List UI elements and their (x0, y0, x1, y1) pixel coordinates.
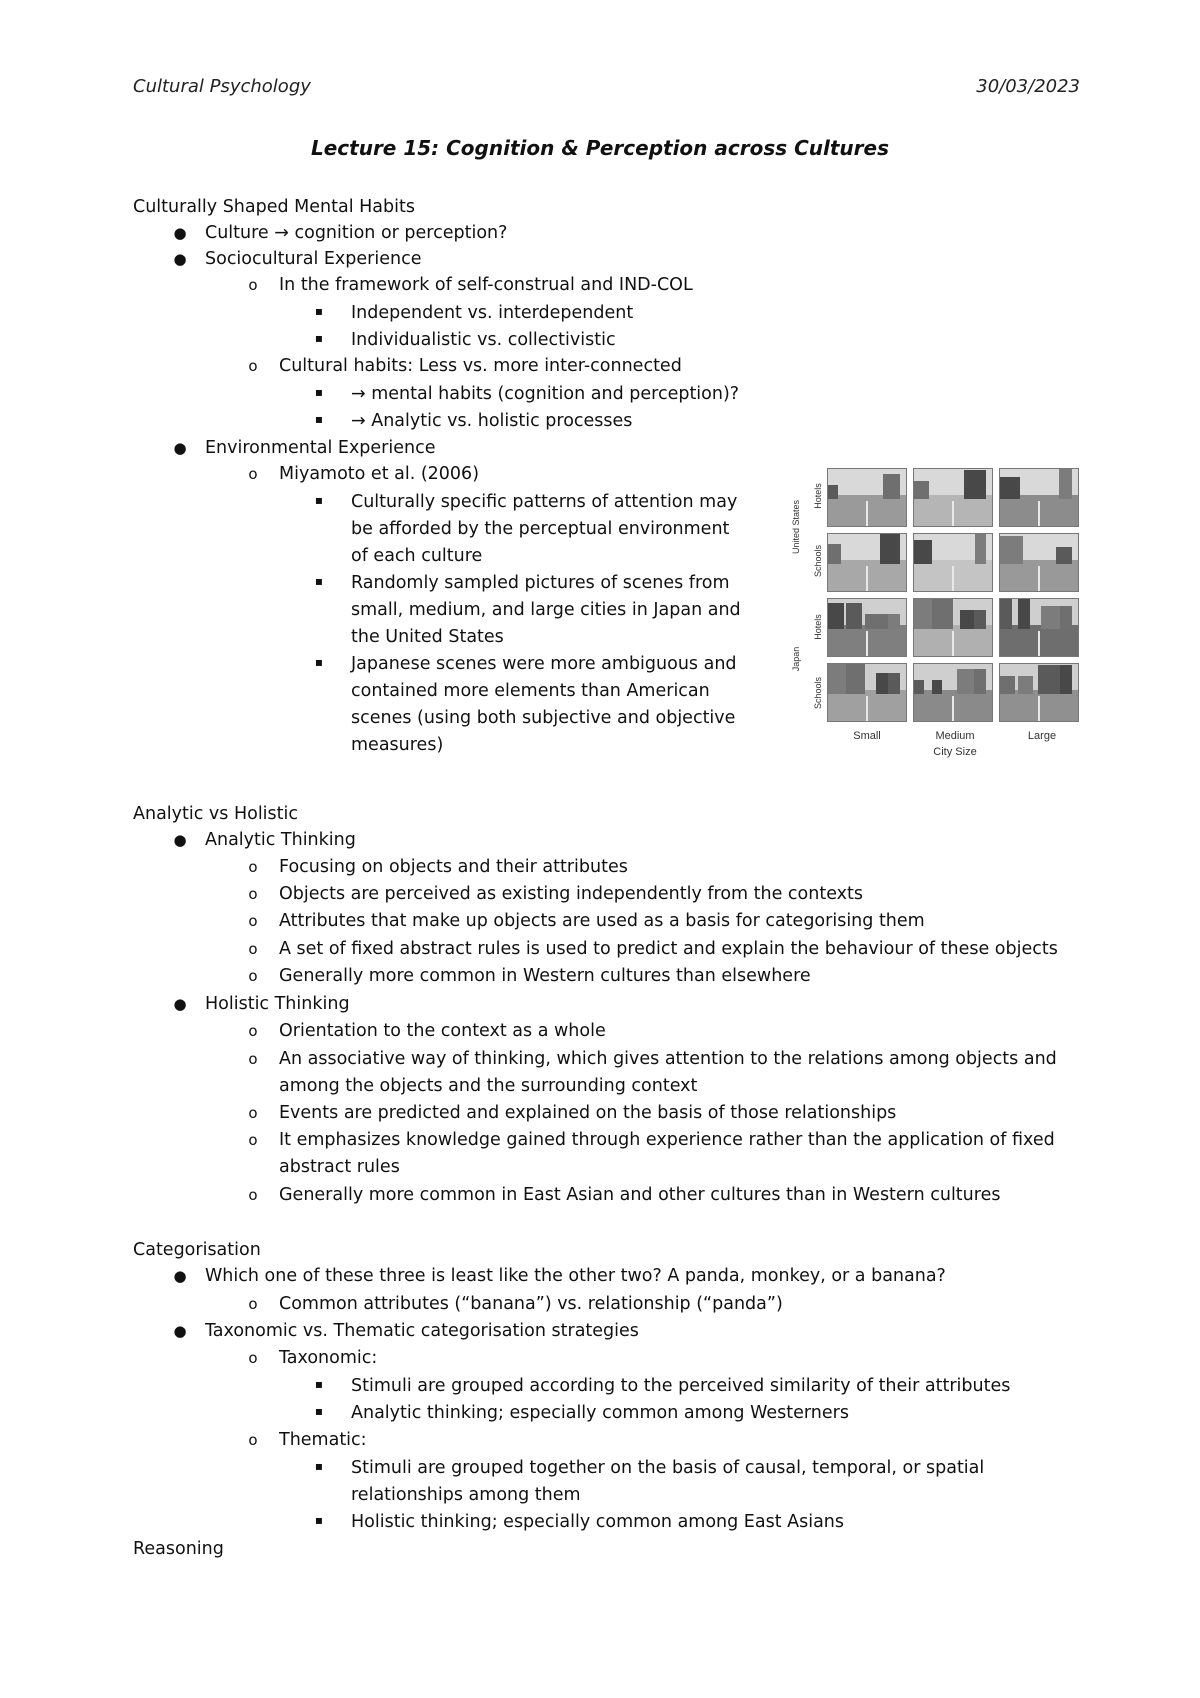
bullet-marker: ● (173, 224, 187, 242)
bullet-marker: ● (173, 1267, 187, 1285)
scene-photo (913, 598, 993, 657)
list-item: Analytic Thinking (205, 830, 356, 850)
list-item: Cultural habits: Less vs. more inter-connected (279, 356, 682, 376)
scene-photo (913, 533, 993, 592)
square-marker: ▪ (314, 655, 324, 669)
list-item-line: among the objects and the surrounding context (279, 1076, 698, 1096)
list-item: Sociocultural Experience (205, 249, 422, 269)
square-marker: ▪ (314, 304, 324, 318)
square-marker: ▪ (314, 331, 324, 345)
circle-marker: o (248, 1104, 258, 1122)
list-item-line: An associative way of thinking, which gives attention to the relations among objects and (279, 1049, 1057, 1069)
scene-photo (999, 663, 1079, 722)
circle-marker: o (248, 1131, 258, 1149)
list-item: Focusing on objects and their attributes (279, 857, 628, 877)
circle-marker: o (248, 357, 258, 375)
list-item: Events are predicted and explained on the basis of those relationships (279, 1103, 897, 1123)
list-item: Thematic: (279, 1430, 367, 1450)
circle-marker: o (248, 940, 258, 958)
square-marker: ▪ (314, 493, 324, 507)
list-item: Generally more common in East Asian and other cultures than in Western cultures (279, 1185, 1001, 1205)
bullet-marker: ● (173, 995, 187, 1013)
square-marker: ▪ (314, 385, 324, 399)
section-heading: Analytic vs Holistic (133, 804, 299, 824)
list-item-line: Randomly sampled pictures of scenes from (351, 573, 730, 593)
square-marker: ▪ (314, 412, 324, 426)
list-item-line: be afforded by the perceptual environment (351, 519, 730, 539)
bullet-marker: ● (173, 1322, 187, 1340)
circle-marker: o (248, 1349, 258, 1367)
list-item: Analytic thinking; especially common among Westerners (351, 1403, 849, 1423)
list-item: Common attributes (“banana”) vs. relationship (“panda”) (279, 1294, 783, 1314)
section-heading: Categorisation (133, 1240, 261, 1260)
list-item: Culture → cognition or perception? (205, 223, 508, 243)
list-item-line: of each culture (351, 546, 483, 566)
square-marker: ▪ (314, 1459, 324, 1473)
scene-photo (827, 598, 907, 657)
bullet-marker: ● (173, 250, 187, 268)
scene-photo (827, 468, 907, 527)
list-item-line: Japanese scenes were more ambiguous and (351, 654, 737, 674)
scene-photo (999, 598, 1079, 657)
circle-marker: o (248, 967, 258, 985)
square-marker: ▪ (314, 1377, 324, 1391)
list-item: Generally more common in Western cultures than elsewhere (279, 966, 811, 986)
scene-photo (913, 468, 993, 527)
list-item-line: contained more elements than American (351, 681, 710, 701)
list-item: Which one of these three is least like the other two? A panda, monkey, or a banana? (205, 1266, 946, 1286)
circle-marker: o (248, 912, 258, 930)
scene-photo-grid (827, 468, 1083, 723)
list-item-line: Culturally specific patterns of attention may (351, 492, 738, 512)
circle-marker: o (248, 1431, 258, 1449)
list-item: In the framework of self-construal and IND-COL (279, 275, 693, 295)
bullet-marker: ● (173, 439, 187, 457)
list-item: Environmental Experience (205, 438, 436, 458)
list-item: Independent vs. interdependent (351, 303, 634, 323)
x-axis-label: City Size (933, 746, 977, 758)
row-label-schools-japan: Schools (813, 676, 823, 710)
list-item: Miyamoto et al. (2006) (279, 464, 480, 484)
section-heading: Culturally Shaped Mental Habits (133, 197, 415, 217)
col-label-large: Large (1027, 730, 1057, 742)
circle-marker: o (248, 885, 258, 903)
page-title: Lecture 15: Cognition & Perception across Cultures (310, 136, 889, 160)
circle-marker: o (248, 1022, 258, 1040)
list-item-line: It emphasizes knowledge gained through experience rather than the application of fixed (279, 1130, 1055, 1150)
list-item-line: abstract rules (279, 1157, 400, 1177)
bullet-marker: ● (173, 831, 187, 849)
scene-photo (827, 533, 907, 592)
list-item-line: measures) (351, 735, 444, 755)
group-label-japan: Japan (791, 646, 801, 672)
circle-marker: o (248, 1050, 258, 1068)
list-item: Individualistic vs. collectivistic (351, 330, 616, 350)
col-label-small: Small (853, 730, 881, 742)
col-label-medium: Medium (935, 730, 975, 742)
list-item-line: small, medium, and large cities in Japan and (351, 600, 741, 620)
scene-photo (999, 533, 1079, 592)
course-name: Cultural Psychology (133, 76, 311, 97)
scene-photo (999, 468, 1079, 527)
list-item: Taxonomic vs. Thematic categorisation strategies (205, 1321, 639, 1341)
list-item: A set of fixed abstract rules is used to predict and explain the behaviour of these objects (279, 939, 1058, 959)
city-scenes-figure (780, 464, 1086, 764)
square-marker: ▪ (314, 1513, 324, 1527)
circle-marker: o (248, 858, 258, 876)
circle-marker: o (248, 1186, 258, 1204)
list-item-line: the United States (351, 627, 504, 647)
group-label-us: United States (791, 499, 801, 555)
circle-marker: o (248, 465, 258, 483)
list-item: → Analytic vs. holistic processes (351, 411, 633, 431)
row-label-hotels-us: Hotels (813, 483, 823, 509)
list-item: Holistic thinking; especially common among East Asians (351, 1512, 845, 1532)
scene-photo (827, 663, 907, 722)
list-item: Stimuli are grouped according to the perceived similarity of their attributes (351, 1376, 1011, 1396)
circle-marker: o (248, 276, 258, 294)
list-item-line: scenes (using both subjective and objective (351, 708, 736, 728)
list-item-line: Stimuli are grouped together on the basis of causal, temporal, or spatial (351, 1458, 985, 1478)
list-item: → mental habits (cognition and perception)? (351, 384, 740, 404)
row-label-hotels-japan: Hotels (813, 614, 823, 640)
circle-marker: o (248, 1295, 258, 1313)
square-marker: ▪ (314, 1404, 324, 1418)
square-marker: ▪ (314, 574, 324, 588)
lecture-date: 30/03/2023 (976, 76, 1080, 97)
list-item: Holistic Thinking (205, 994, 350, 1014)
list-item-line: relationships among them (351, 1485, 581, 1505)
scene-photo (913, 663, 993, 722)
list-item: Objects are perceived as existing independently from the contexts (279, 884, 864, 904)
list-item: Attributes that make up objects are used as a basis for categorising them (279, 911, 925, 931)
list-item: Orientation to the context as a whole (279, 1021, 606, 1041)
list-item: Taxonomic: (279, 1348, 378, 1368)
row-label-schools-us: Schools (813, 544, 823, 578)
section-heading: Reasoning (133, 1539, 224, 1559)
